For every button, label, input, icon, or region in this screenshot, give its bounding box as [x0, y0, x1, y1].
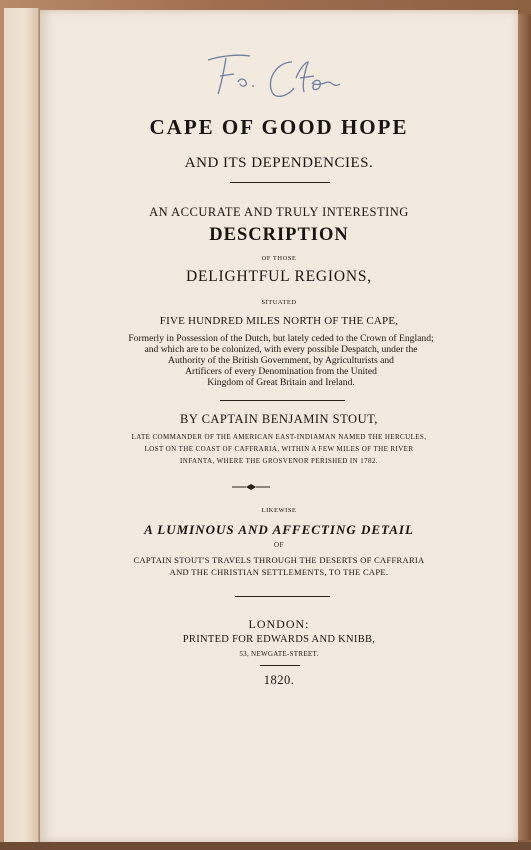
travels-line: CAPTAIN STOUT'S TRAVELS THROUGH THE DESERTS OF CAFFRARIA — [133, 555, 425, 565]
divider-rule — [260, 665, 300, 666]
paragraph-line: and which are to be colonized, with every possible Despatch, under the — [144, 344, 418, 355]
likewise-line: LIKEWISE — [261, 507, 297, 514]
author-line: BY CAPTAIN BENJAMIN STOUT, — [180, 412, 378, 426]
paragraph-line: Formerly in Possession of the Dutch, but lately ceded to the Crown of England; — [128, 333, 434, 344]
imprint-city: LONDON: — [248, 617, 310, 631]
paragraph-line: Artificers of every Denomination from the United — [185, 366, 377, 377]
imprint-year: 1820. — [263, 673, 295, 687]
travels-line: AND THE CHRISTIAN SETTLEMENTS, TO THE CAPE. — [169, 567, 389, 577]
page-edge-bottom — [0, 842, 531, 850]
title-page — [40, 10, 518, 842]
of-those-line: OF THOSE — [261, 255, 297, 262]
imprint-printer: PRINTED FOR EDWARDS AND KNIBB, — [182, 634, 376, 645]
intro-line: AN ACCURATE AND TRULY INTERESTING — [149, 205, 409, 219]
previous-leaf — [4, 8, 39, 844]
author-detail-line: INFANTA, WHERE THE GROSVENOR PERISHED IN 1782. — [180, 457, 378, 465]
handwritten-signature — [200, 48, 360, 108]
imprint-address: 53, NEWGATE-STREET. — [239, 650, 319, 658]
book-title: CAPE OF GOOD HOPE — [149, 115, 409, 139]
of-line: OF — [274, 541, 284, 549]
book-subtitle: AND ITS DEPENDENCIES. — [184, 155, 374, 171]
paragraph-line: Kingdom of Great Britain and Ireland. — [207, 377, 355, 388]
ornament-divider — [232, 482, 270, 492]
page-edge-right — [518, 14, 531, 840]
description-heading: DESCRIPTION — [209, 225, 349, 245]
divider-rule — [220, 400, 345, 401]
author-detail-line: LOST ON THE COAST OF CAFFRARIA, WITHIN A FEW MILES OF THE RIVER — [144, 445, 414, 453]
regions-heading: DELIGHTFUL REGIONS, — [186, 268, 372, 285]
location-line: FIVE HUNDRED MILES NORTH OF THE CAPE, — [159, 315, 399, 327]
divider-rule — [235, 596, 330, 597]
detail-heading: A LUMINOUS AND AFFECTING DETAIL — [144, 522, 414, 537]
situated-line: SITUATED — [261, 299, 297, 306]
divider-rule — [230, 182, 330, 183]
description-paragraph — [95, 333, 467, 388]
paragraph-line: Authority of the British Government, by Agriculturists and — [168, 355, 394, 366]
author-detail-line: LATE COMMANDER OF THE AMERICAN EAST-INDIAMAN NAMED THE HERCULES, — [131, 433, 427, 441]
